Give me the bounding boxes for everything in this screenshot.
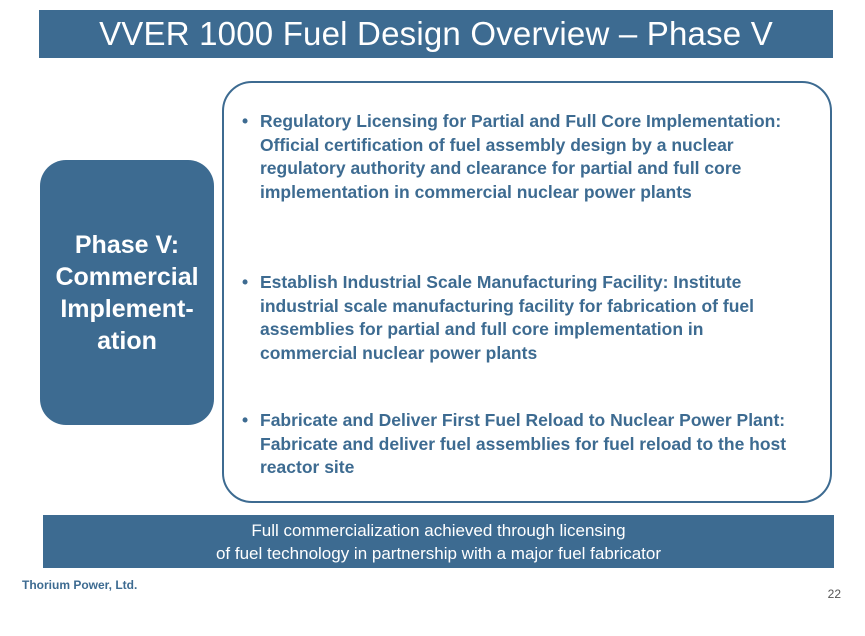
bullet-content-box bbox=[222, 81, 832, 503]
bullet-item-licensing bbox=[242, 110, 802, 204]
bullet-marker: • bbox=[242, 272, 249, 292]
slide-title: VVER 1000 Fuel Design Overview – Phase V bbox=[99, 15, 773, 52]
bullet-text: Establish Industrial Scale Manufacturing Facility: Institute industrial scale manufacturing facility for fabrication of fuel assemblies for partial and full core implementation in commercial nuclear power plants bbox=[260, 272, 754, 363]
bullet-marker: • bbox=[242, 410, 249, 430]
company-name: Thorium Power, Ltd. bbox=[22, 578, 138, 592]
summary-banner bbox=[43, 515, 834, 568]
phase-label: Phase V: Commercial Implement- ation bbox=[55, 230, 199, 355]
bullet-item-fuel-reload bbox=[242, 409, 802, 480]
bullet-text: Regulatory Licensing for Partial and Full Core Implementation: Official certification of fuel assembly design by a nuclear regulatory authority and clearance for partial and full core implementation in commercial nuclear power plants bbox=[260, 111, 782, 202]
summary-line-1: Full commercialization achieved through licensing bbox=[251, 520, 626, 540]
phase-label-box bbox=[40, 160, 214, 425]
page-number: 22 bbox=[827, 587, 841, 601]
slide-title-bar bbox=[39, 10, 833, 58]
bullet-text: Fabricate and Deliver First Fuel Reload to Nuclear Power Plant: Fabricate and deliver fuel assemblies for fuel reload to the host reactor site bbox=[260, 410, 787, 477]
bullet-marker: • bbox=[242, 111, 249, 131]
bullet-item-manufacturing bbox=[242, 271, 802, 365]
summary-line-2: of fuel technology in partnership with a major fuel fabricator bbox=[215, 543, 662, 563]
